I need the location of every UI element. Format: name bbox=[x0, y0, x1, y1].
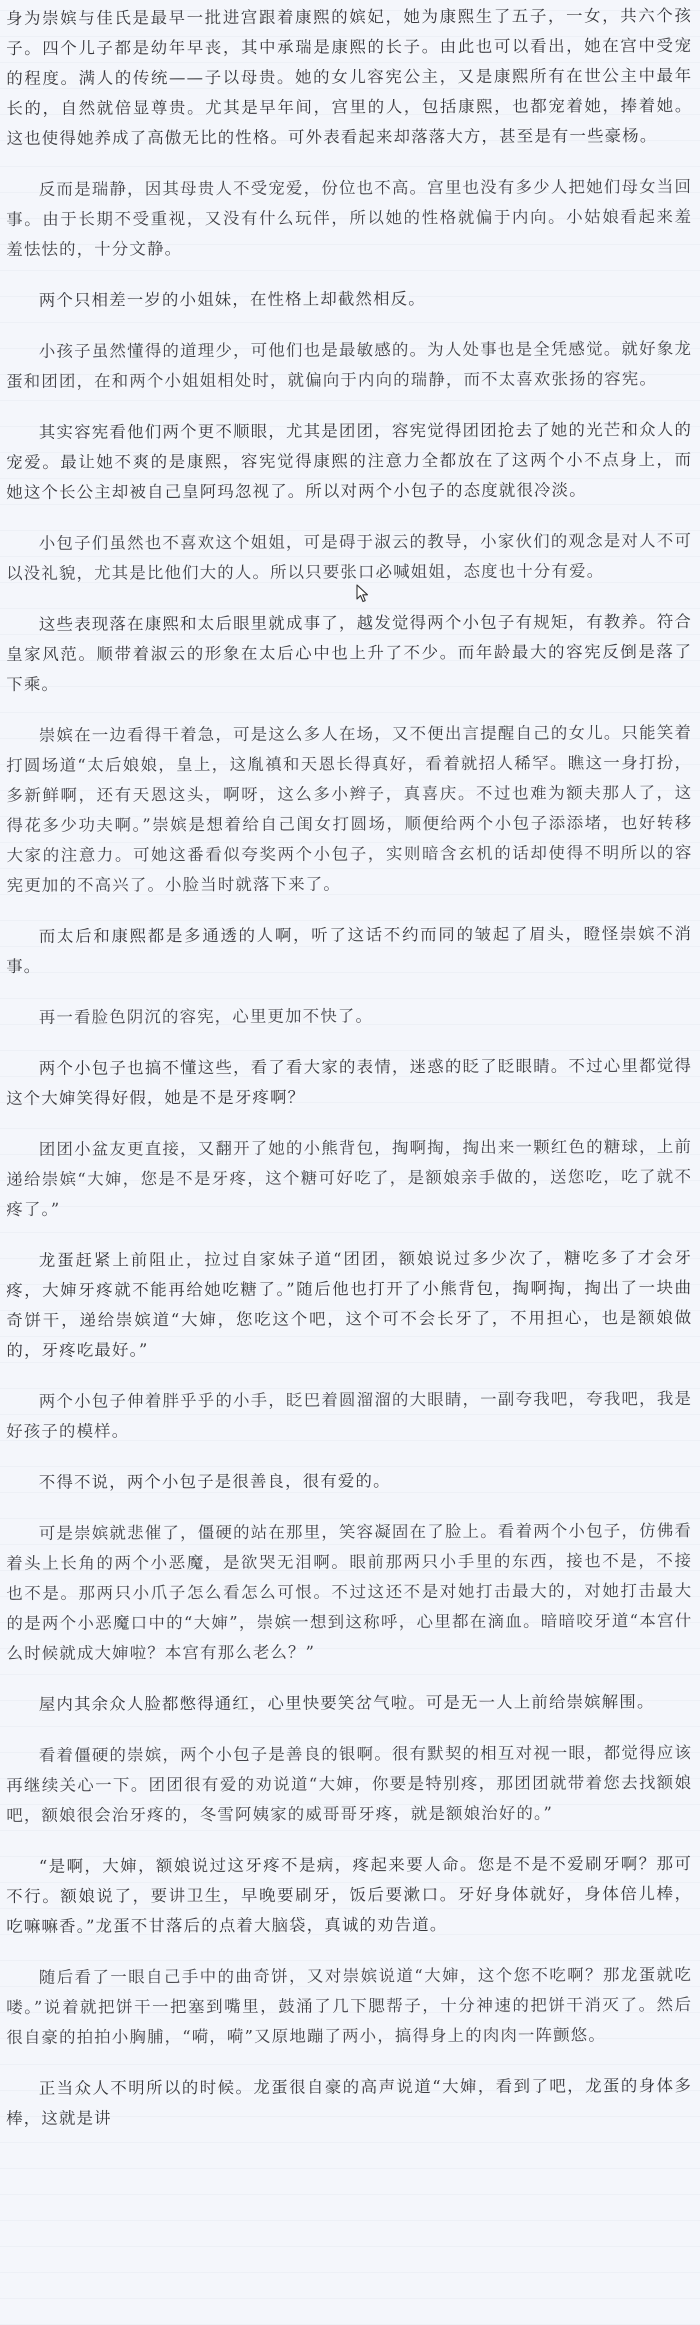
paragraph-10: 再一看脸色阴沉的容宪，心里更加不快了。 bbox=[38, 1006, 374, 1027]
paragraph-4: 小孩子虽然懂得的道理少，可他们也是最敏感的。为人处事也是全凭感觉。就好象龙蛋和团团，在和两个小姐姐相处时，就偏向于内向的瑞静，而不太喜欢张扬的容宪。 bbox=[6, 339, 693, 391]
paragraph-18: 看着僵硬的崇嫔，两个小包子是善良的银啊。很有默契的相互对视一眼，都觉得应该再继续关心一下。团团很有爱的劝说道“大婶，你要是特别疼，那团团就带着您去找额娘吧，额娘很会治牙疼的，冬雪阿姨家的威哥哥牙疼，就是额娘治好的。” bbox=[6, 1743, 693, 1825]
paragraph-15: 不得不说，两个小包子是很善良，很有爱的。 bbox=[38, 1471, 391, 1492]
paragraph-20: 随后看了一眼自己手中的曲奇饼，又对崇嫔说道“大婶，这个您不吃啊？那龙蛋就吃喽。”说着就把饼干一把塞到嘴里，鼓涌了几下腮帮子，十分神速的把饼干消灭了。然后很自豪的拍拍小胸脯，“嗬，嗬”又原地蹦了两小，搞得身上的肉肉一阵颤悠。 bbox=[6, 1965, 693, 2047]
paragraph-13: 龙蛋赶紧上前阻止，拉过自家妹子道“团团，额娘说过多少次了，糖吃多了才会牙疼，大婶牙疼就不能再给她吃糖了。”随后他也打开了小熊背包，掏啊掏，掏出了一块曲奇饼干，递给崇嫔道“大婶，您吃这个吧，这个可不会长牙了，不用担心，也是额娘做的，牙疼吃最好。” bbox=[6, 1248, 693, 1360]
paragraph-5: 其实容宪看他们两个更不顺眼，尤其是团团，容宪觉得团团抢去了她的光芒和众人的宠爱。最让她不爽的是康熙，容宪觉得康熙的注意力全都放在了这两个小不点身上，而她这个长公主却被自己皇阿玛忽视了。所以对两个小包子的态度就很冷淡。 bbox=[6, 420, 693, 502]
paragraph-9: 而太后和康熙都是多通透的人啊，听了这话不约而同的皱起了眉头，瞪怪崇嫔不消事。 bbox=[6, 924, 693, 976]
paragraph-11: 两个小包子也搞不懂这些，看了看大家的表情，迷惑的眨了眨眼睛。不过心里都觉得这个大婶笑得好假，她是不是牙疼啊？ bbox=[6, 1056, 693, 1108]
paragraph-19: “是啊，大婶，额娘说过这牙疼不是病，疼起来要人命。您是不是不爱刷牙啊？那可不行。额娘说了，要讲卫生，早晚要刷牙，饭后要漱口。牙好身体就好，身体倍儿棒，吃嘛嘛香。”龙蛋不甘落后的点着大脑袋，真诚的劝告道。 bbox=[6, 1854, 693, 1936]
paragraph-16: 可是崇嫔就悲催了，僵硬的站在那里，笑容凝固在了脸上。看着两个小包子，仿佛看着头上长角的两个小恶魔，是欲哭无泪啊。眼前那两只小手里的东西，接也不是，不接也不是。那两只小爪子怎么看怎么可恨。不过这还不是对她打击最大的，对她打击最大的是两个小恶魔口中的“大婶”，崇嫔一想到这称呼，心里都在滴血。暗暗咬牙道“本宫什么时候就成大婶啦？本宫有那么老么？” bbox=[6, 1521, 693, 1663]
paragraph-8: 崇嫔在一边看得干着急，可是这么多人在场，又不便出言提醒自己的女儿。只能笑着打圆场道“太后娘娘，皇上，这胤禛和天恩长得真好，看着就招人稀罕。瞧这一身打扮，多新鲜啊，还有天恩这头，啊呀，这么多小辫子，真喜庆。不过也难为额夫那人了，这得花多少功夫啊。”崇嫔是想着给自己闺女打圆场，顺便给两个小包子添添堵，也好转移大家的注意力。可她这番看似夸奖两个小包子，实则暗含玄机的话却使得不明所以的容宪更加的不高兴了。小脸当时就落下来了。 bbox=[6, 723, 693, 895]
paragraph-21: 正当众人不明所以的时候。龙蛋很自豪的高声说道“大婶，看到了吧，龙蛋的身体多棒，这就是讲 bbox=[6, 2076, 693, 2128]
paragraph-2: 反而是瑞静，因其母贵人不受宠爱，份位也不高。宫里也没有多少人把她们母女当回事。由于长期不受重视，又没有什么玩伴，所以她的性格就偏于内向。小姑娘看起来羞羞怯怯的，十分文静。 bbox=[6, 177, 693, 259]
paragraph-14: 两个小包子伸着胖乎乎的小手，眨巴着圆溜溜的大眼睛，一副夸我吧，夸我吧，我是好孩子的模样。 bbox=[6, 1389, 693, 1441]
paragraph-17: 屋内其余众人脸都憋得通红，心里快要笑岔气啦。可是无一人上前给崇嫔解围。 bbox=[38, 1692, 655, 1714]
mouse-pointer-icon bbox=[356, 584, 370, 604]
paragraph-1: 身为崇嫔与佳氏是最早一批进宫跟着康熙的嫔妃，她为康熙生了五子，一女，共六个孩子。四个儿子都是幼年早丧，其中承瑞是康熙的长子。由此也可以看出，她在宫中受宠的程度。满人的传统——子以母贵。她的女儿容宪公主，又是康熙所有在世公主中最年长的，自然就倍显尊贵。尤其是早年间，宫里的人，包括康熙，也都宠着她，捧着她。这也使得她养成了高傲无比的性格。可外表看起来却落落大方，甚至是有一些豪杨。 bbox=[6, 6, 693, 148]
paragraph-12: 团团小盆友更直接，又翻开了她的小熊背包，掏啊掏，掏出来一颗红色的糖球，上前递给崇嫔“大婶，您是不是牙疼，这个糖可好吃了，是额娘亲手做的，送您吃，吃了就不疼了。” bbox=[6, 1137, 693, 1219]
paragraph-3: 两个只相差一岁的小姐妹，在性格上却截然相反。 bbox=[38, 289, 426, 310]
paragraph-6: 小包子们虽然也不喜欢这个姐姐，可是碍于淑云的教导，小家伙们的观念是对人不可以没礼貌，尤其是比他们大的人。所以只要张口必喊姐姐，态度也十分有爱。 bbox=[6, 531, 693, 583]
paragraph-7: 这些表现落在康熙和太后眼里就成事了，越发觉得两个小包子有规矩，有教养。符合皇家风范。顺带着淑云的形象在太后心中也上升了不少。而年龄最大的容宪反倒是落了下乘。 bbox=[6, 612, 693, 694]
